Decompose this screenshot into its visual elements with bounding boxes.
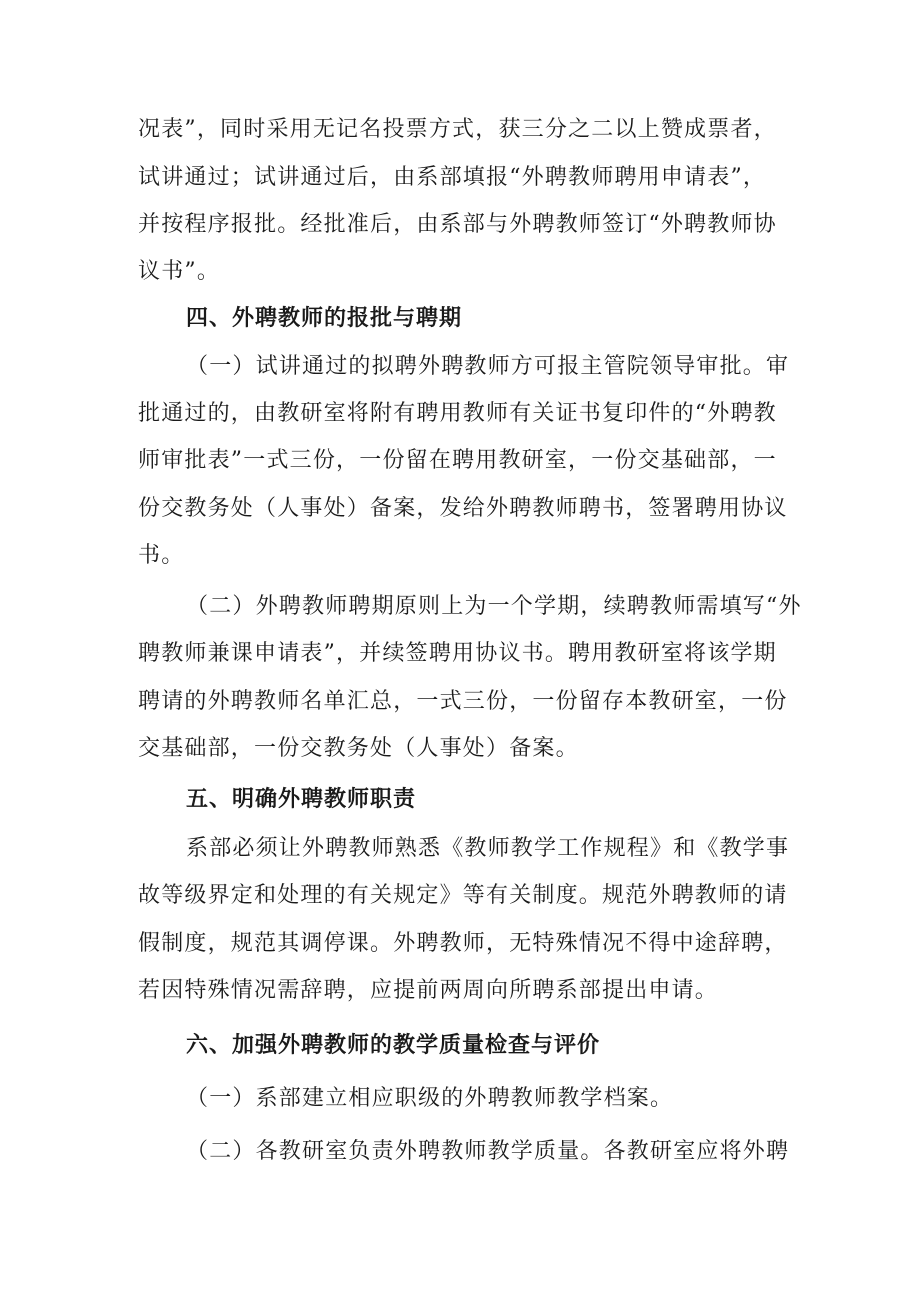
- paragraph-line: （一）系部建立相应职级的外聘教师教学档案。: [186, 1086, 674, 1111]
- paragraph-line: 况表”，同时采用无记名投票方式，获三分之二以上赞成票者，: [138, 117, 777, 142]
- paragraph-line: 聘教师兼课申请表”，并续签聘用协议书。聘用教研室将该学期: [138, 641, 777, 666]
- paragraph-line: 份交教务处（人事处）备案，发给外聘教师聘书，签署聘用协议: [138, 496, 788, 521]
- paragraph-line: 批通过的，由教研室将附有聘用教师有关证书复印件的“外聘教: [138, 401, 777, 426]
- paragraph-line: 系部必须让外聘教师熟悉《教师教学工作规程》和《教学事: [186, 836, 790, 861]
- paragraph-line: 故等级界定和处理的有关规定》等有关制度。规范外聘教师的请: [138, 883, 788, 908]
- paragraph-line: （二）外聘教师聘期原则上为一个学期，续聘教师需填写“外: [186, 594, 802, 619]
- paragraph-line: 交基础部，一份交教务处（人事处）备案。: [138, 736, 579, 761]
- paragraph-line: 议书”。: [138, 259, 221, 284]
- paragraph-line: （二）各教研室负责外聘教师教学质量。各教研室应将外聘: [186, 1139, 790, 1164]
- section-heading-4: 四、外聘教师的报批与聘期: [186, 306, 463, 331]
- paragraph-line: 并按程序报批。经批准后，由系部与外聘教师签订“外聘教师协: [138, 212, 777, 237]
- paragraph-line: 师审批表”一式三份，一份留在聘用教研室，一份交基础部，一: [138, 448, 777, 473]
- paragraph-line: 假制度，规范其调停课。外聘教师，无特殊情况不得中途辞聘，: [138, 931, 788, 956]
- section-heading-5: 五、明确外聘教师职责: [186, 787, 417, 812]
- section-heading-6: 六、加强外聘教师的教学质量检查与评价: [186, 1033, 601, 1058]
- paragraph-line: 书。: [138, 543, 185, 568]
- paragraph-line: 聘请的外聘教师名单汇总，一式三份，一份留存本教研室，一份: [138, 689, 788, 714]
- paragraph-line: 试讲通过；试讲通过后，由系部填报“外聘教师聘用申请表”，: [138, 165, 767, 190]
- paragraph-line: （一）试讲通过的拟聘外聘教师方可报主管院领导审批。审: [186, 354, 790, 379]
- paragraph-line: 若因特殊情况需辞聘，应提前两周向所聘系部提出申请。: [138, 978, 719, 1003]
